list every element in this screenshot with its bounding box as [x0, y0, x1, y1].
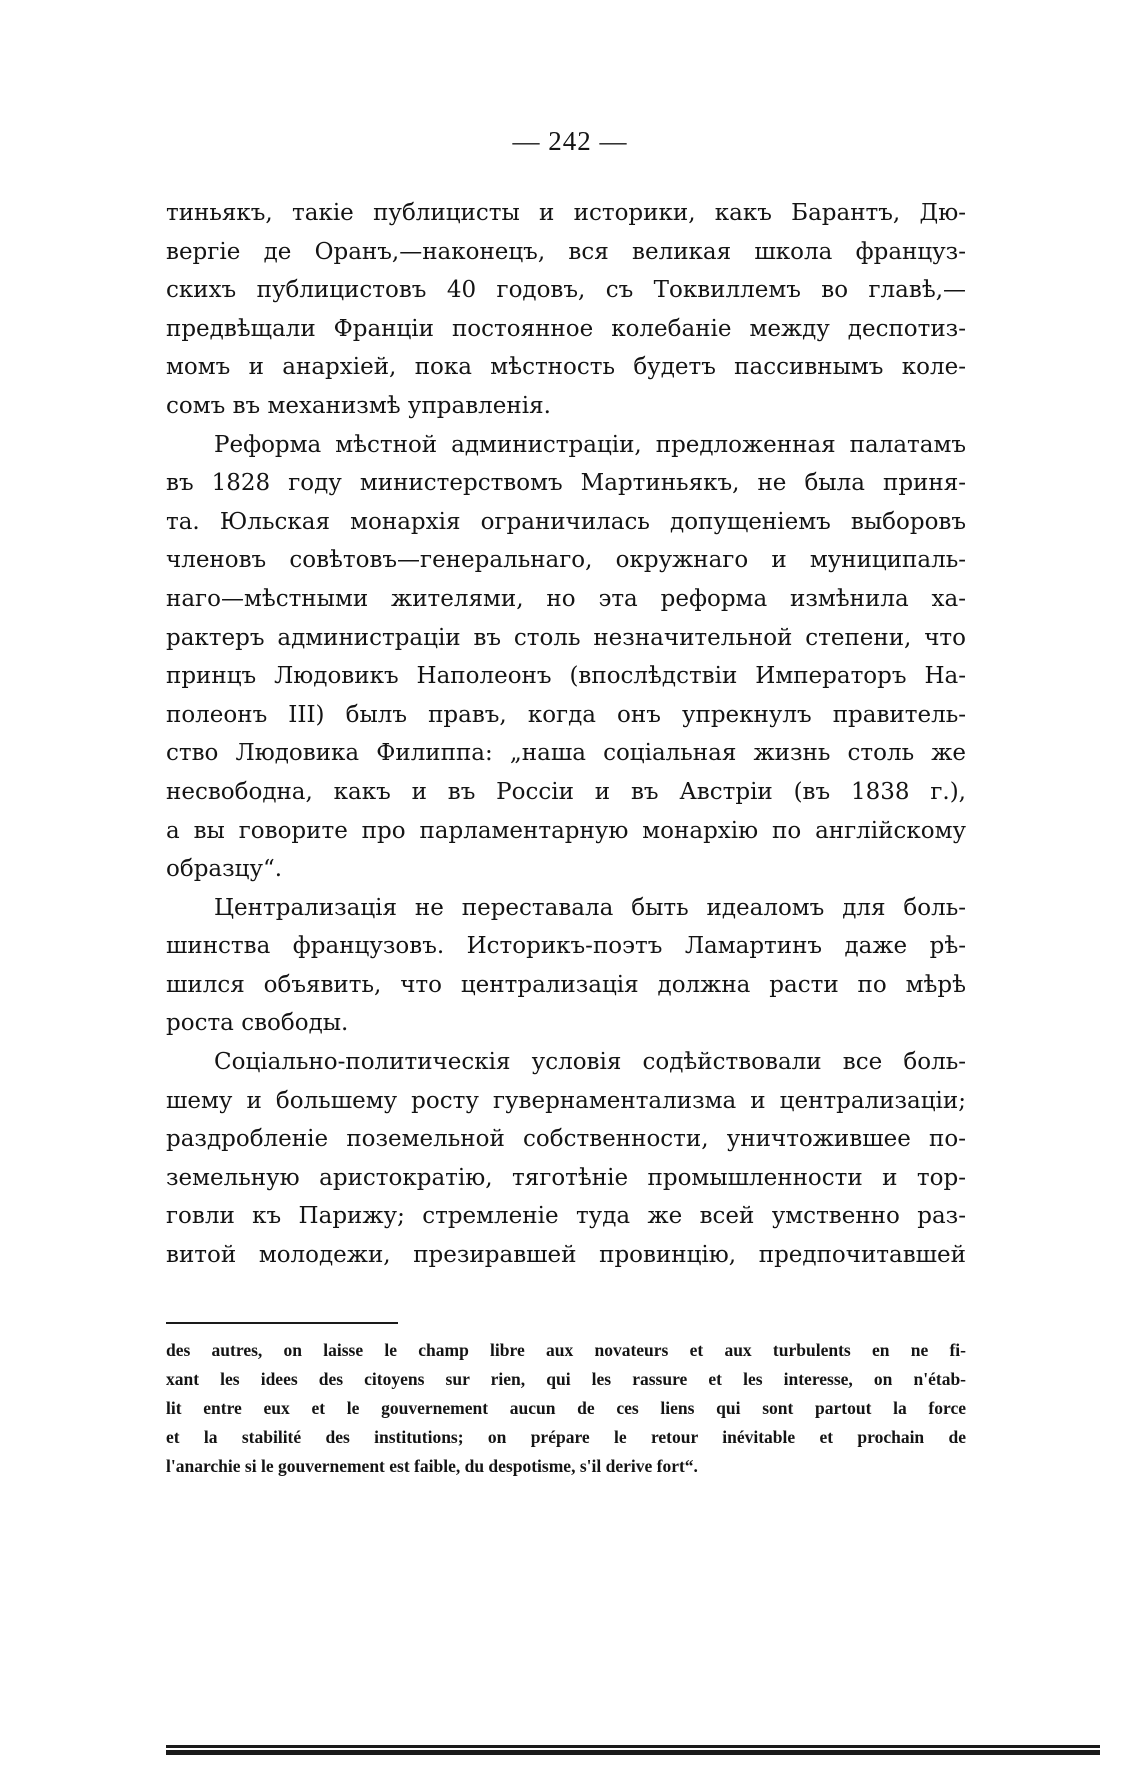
text-line: Реформа мѣстной администраціи, предложенная палатамъ: [214, 431, 966, 458]
bottom-double-rule: [166, 1745, 1100, 1755]
text-line: вергіе де Оранъ,—наконецъ, вся великая школа француз-: [166, 238, 966, 265]
page-number: — 242 —: [512, 126, 628, 156]
text-line: несвободна, какъ и въ Россіи и въ Австріи (въ 1838 г.),: [166, 778, 966, 805]
text-line: витой молодежи, презиравшей провинцію, предпочитавшей: [166, 1242, 966, 1269]
footnote-line: et la stabilité des institutions; on prépare le retour inévitable et prochain de: [166, 1427, 966, 1447]
bottom-rule-thin: [166, 1745, 1100, 1748]
text-line: а вы говорите про парламентарную монархію по англійскому: [166, 817, 966, 844]
text-line: образцу“.: [166, 856, 283, 883]
footnote-line: xant les idees des citoyens sur rien, qui les rassure et les interesse, on n'étab-: [166, 1369, 966, 1389]
footnote-line: lit entre eux et le gouvernement aucun de ces liens qui sont partout la force: [166, 1398, 966, 1418]
text-line: говли къ Парижу; стремленіе туда же всей умственно раз-: [166, 1203, 966, 1230]
bottom-rule-thick: [166, 1750, 1100, 1755]
text-line: шился объявить, что централизація должна расти по мѣрѣ: [166, 971, 966, 998]
text-line: земельную аристократію, тяготѣніе промышленности и тор-: [166, 1164, 966, 1191]
main-text: [166, 194, 966, 1275]
text-line: та. Юльская монархія ограничилась допущеніемъ выборовъ: [166, 508, 966, 535]
text-line: предвѣщали Франціи постоянное колебаніе между деспотиз-: [166, 315, 966, 342]
text-line: принцъ Людовикъ Наполеонъ (впослѣдствіи Императоръ На-: [166, 663, 966, 690]
footnote-line: des autres, on laisse le champ libre aux novateurs et aux turbulents en ne fi-: [166, 1340, 966, 1360]
text-line: членовъ совѣтовъ—генеральнаго, окружнаго и муниципаль-: [166, 547, 966, 574]
text-line: раздробленіе поземельной собственности, уничтожившее по-: [166, 1126, 966, 1153]
footnote-line: l'anarchie si le gouvernement est faible, du despotisme, s'il derive fort“.: [166, 1456, 698, 1476]
text-line: шему и большему росту гувернаментализма и централизаціи;: [166, 1087, 966, 1114]
text-line: скихъ публицистовъ 40 годовъ, съ Токвиллемъ во главѣ,—: [166, 277, 966, 304]
text-line: тиньякъ, такіе публицисты и историки, какъ Барантъ, Дю-: [166, 200, 966, 226]
text-line: наго—мѣстными жителями, но эта реформа измѣнила ха-: [166, 585, 966, 612]
footnote: [166, 1336, 966, 1481]
text-line: шинства французовъ. Историкъ-поэтъ Ламартинъ даже рѣ-: [166, 933, 966, 960]
text-line: Соціально-политическія условія содѣйствовали все боль-: [214, 1049, 966, 1076]
text-line: роста свободы.: [166, 1010, 349, 1037]
text-line: ство Людовика Филиппа: „наша соціальная жизнь столь же: [166, 740, 966, 767]
text-line: момъ и анархіей, пока мѣстность будетъ пассивнымъ коле-: [166, 354, 966, 381]
text-line: полеонъ III) былъ правъ, когда онъ упрекнулъ правитель-: [166, 701, 966, 728]
text-line: Централизація не переставала быть идеаломъ для боль-: [214, 894, 966, 921]
text-line: сомъ въ механизмѣ управленія.: [166, 392, 551, 419]
footnote-divider: [166, 1322, 398, 1324]
text-line: въ 1828 году министерствомъ Мартиньякъ, не была приня-: [166, 470, 966, 497]
text-line: рактеръ администраціи въ столь незначительной степени, что: [166, 624, 966, 651]
